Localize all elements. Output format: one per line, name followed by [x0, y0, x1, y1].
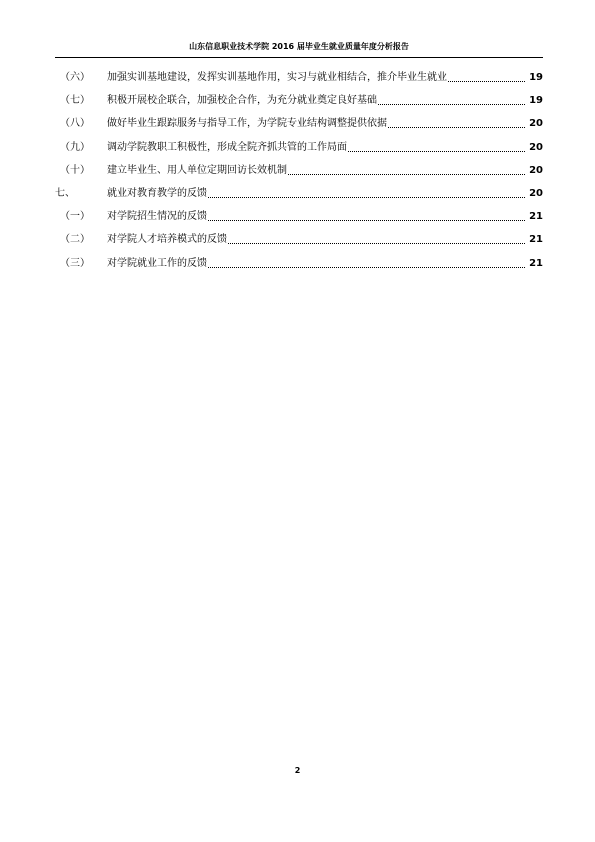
toc-entry-number: （一） — [60, 211, 90, 223]
toc-entry-number: （二） — [60, 234, 90, 246]
toc-entry-number: （六） — [60, 72, 90, 83]
toc-entry-number: 七、 — [55, 187, 75, 199]
toc-entry[interactable] — [55, 228, 543, 251]
toc-entry[interactable] — [55, 136, 543, 159]
toc-entry[interactable] — [55, 182, 543, 205]
toc-entry-number: （八） — [60, 118, 90, 130]
toc-entry[interactable] — [55, 66, 543, 89]
toc-entry-page: 21 — [529, 234, 543, 246]
page-number: 2 — [294, 766, 301, 775]
toc-entry-title: 对学院就业工作的反馈 — [107, 252, 208, 275]
toc-entry-page: 21 — [529, 211, 543, 223]
toc-entry-number: （七） — [60, 95, 90, 107]
toc-entry-page: 21 — [529, 257, 543, 269]
toc-entry-title: 积极开展校企联合，加强校企合作，为充分就业奠定良好基础 — [107, 89, 378, 112]
toc-entry-page: 19 — [529, 95, 543, 107]
toc-entry-page: 19 — [529, 72, 543, 83]
toc-entry[interactable] — [55, 159, 543, 182]
toc-entry-number: （九） — [60, 141, 90, 153]
toc-entry-title: 对学院人才培养模式的反馈 — [107, 228, 228, 251]
toc-entry-page: 20 — [529, 118, 543, 130]
toc-entry-title: 加强实训基地建设，发挥实训基地作用，实习与就业相结合，推介毕业生就业 — [107, 66, 448, 89]
toc-entry-page: 20 — [529, 141, 543, 153]
toc-entry-title: 调动学院教职工积极性，形成全院齐抓共管的工作局面 — [107, 136, 348, 159]
toc-entry-title: 做好毕业生跟踪服务与指导工作，为学院专业结构调整提供依据 — [107, 112, 388, 135]
toc-entry[interactable] — [55, 112, 543, 135]
toc-entry-title: 建立毕业生、用人单位定期回访长效机制 — [107, 159, 288, 182]
toc-entry[interactable] — [55, 252, 543, 275]
toc-entry-page: 20 — [529, 164, 543, 176]
toc-entry-title: 对学院招生情况的反馈 — [107, 205, 208, 228]
page-header: 山东信息职业技术学院 2016 届毕业生就业质量年度分析报告 — [55, 39, 543, 58]
toc-entry-number: （十） — [60, 164, 90, 176]
table-of-contents — [55, 66, 543, 275]
toc-entry[interactable] — [55, 89, 543, 112]
toc-entry-title: 就业对教育教学的反馈 — [107, 182, 208, 205]
toc-entry-number: （三） — [60, 257, 90, 269]
toc-entry-page: 20 — [529, 187, 543, 199]
toc-entry[interactable] — [55, 205, 543, 228]
